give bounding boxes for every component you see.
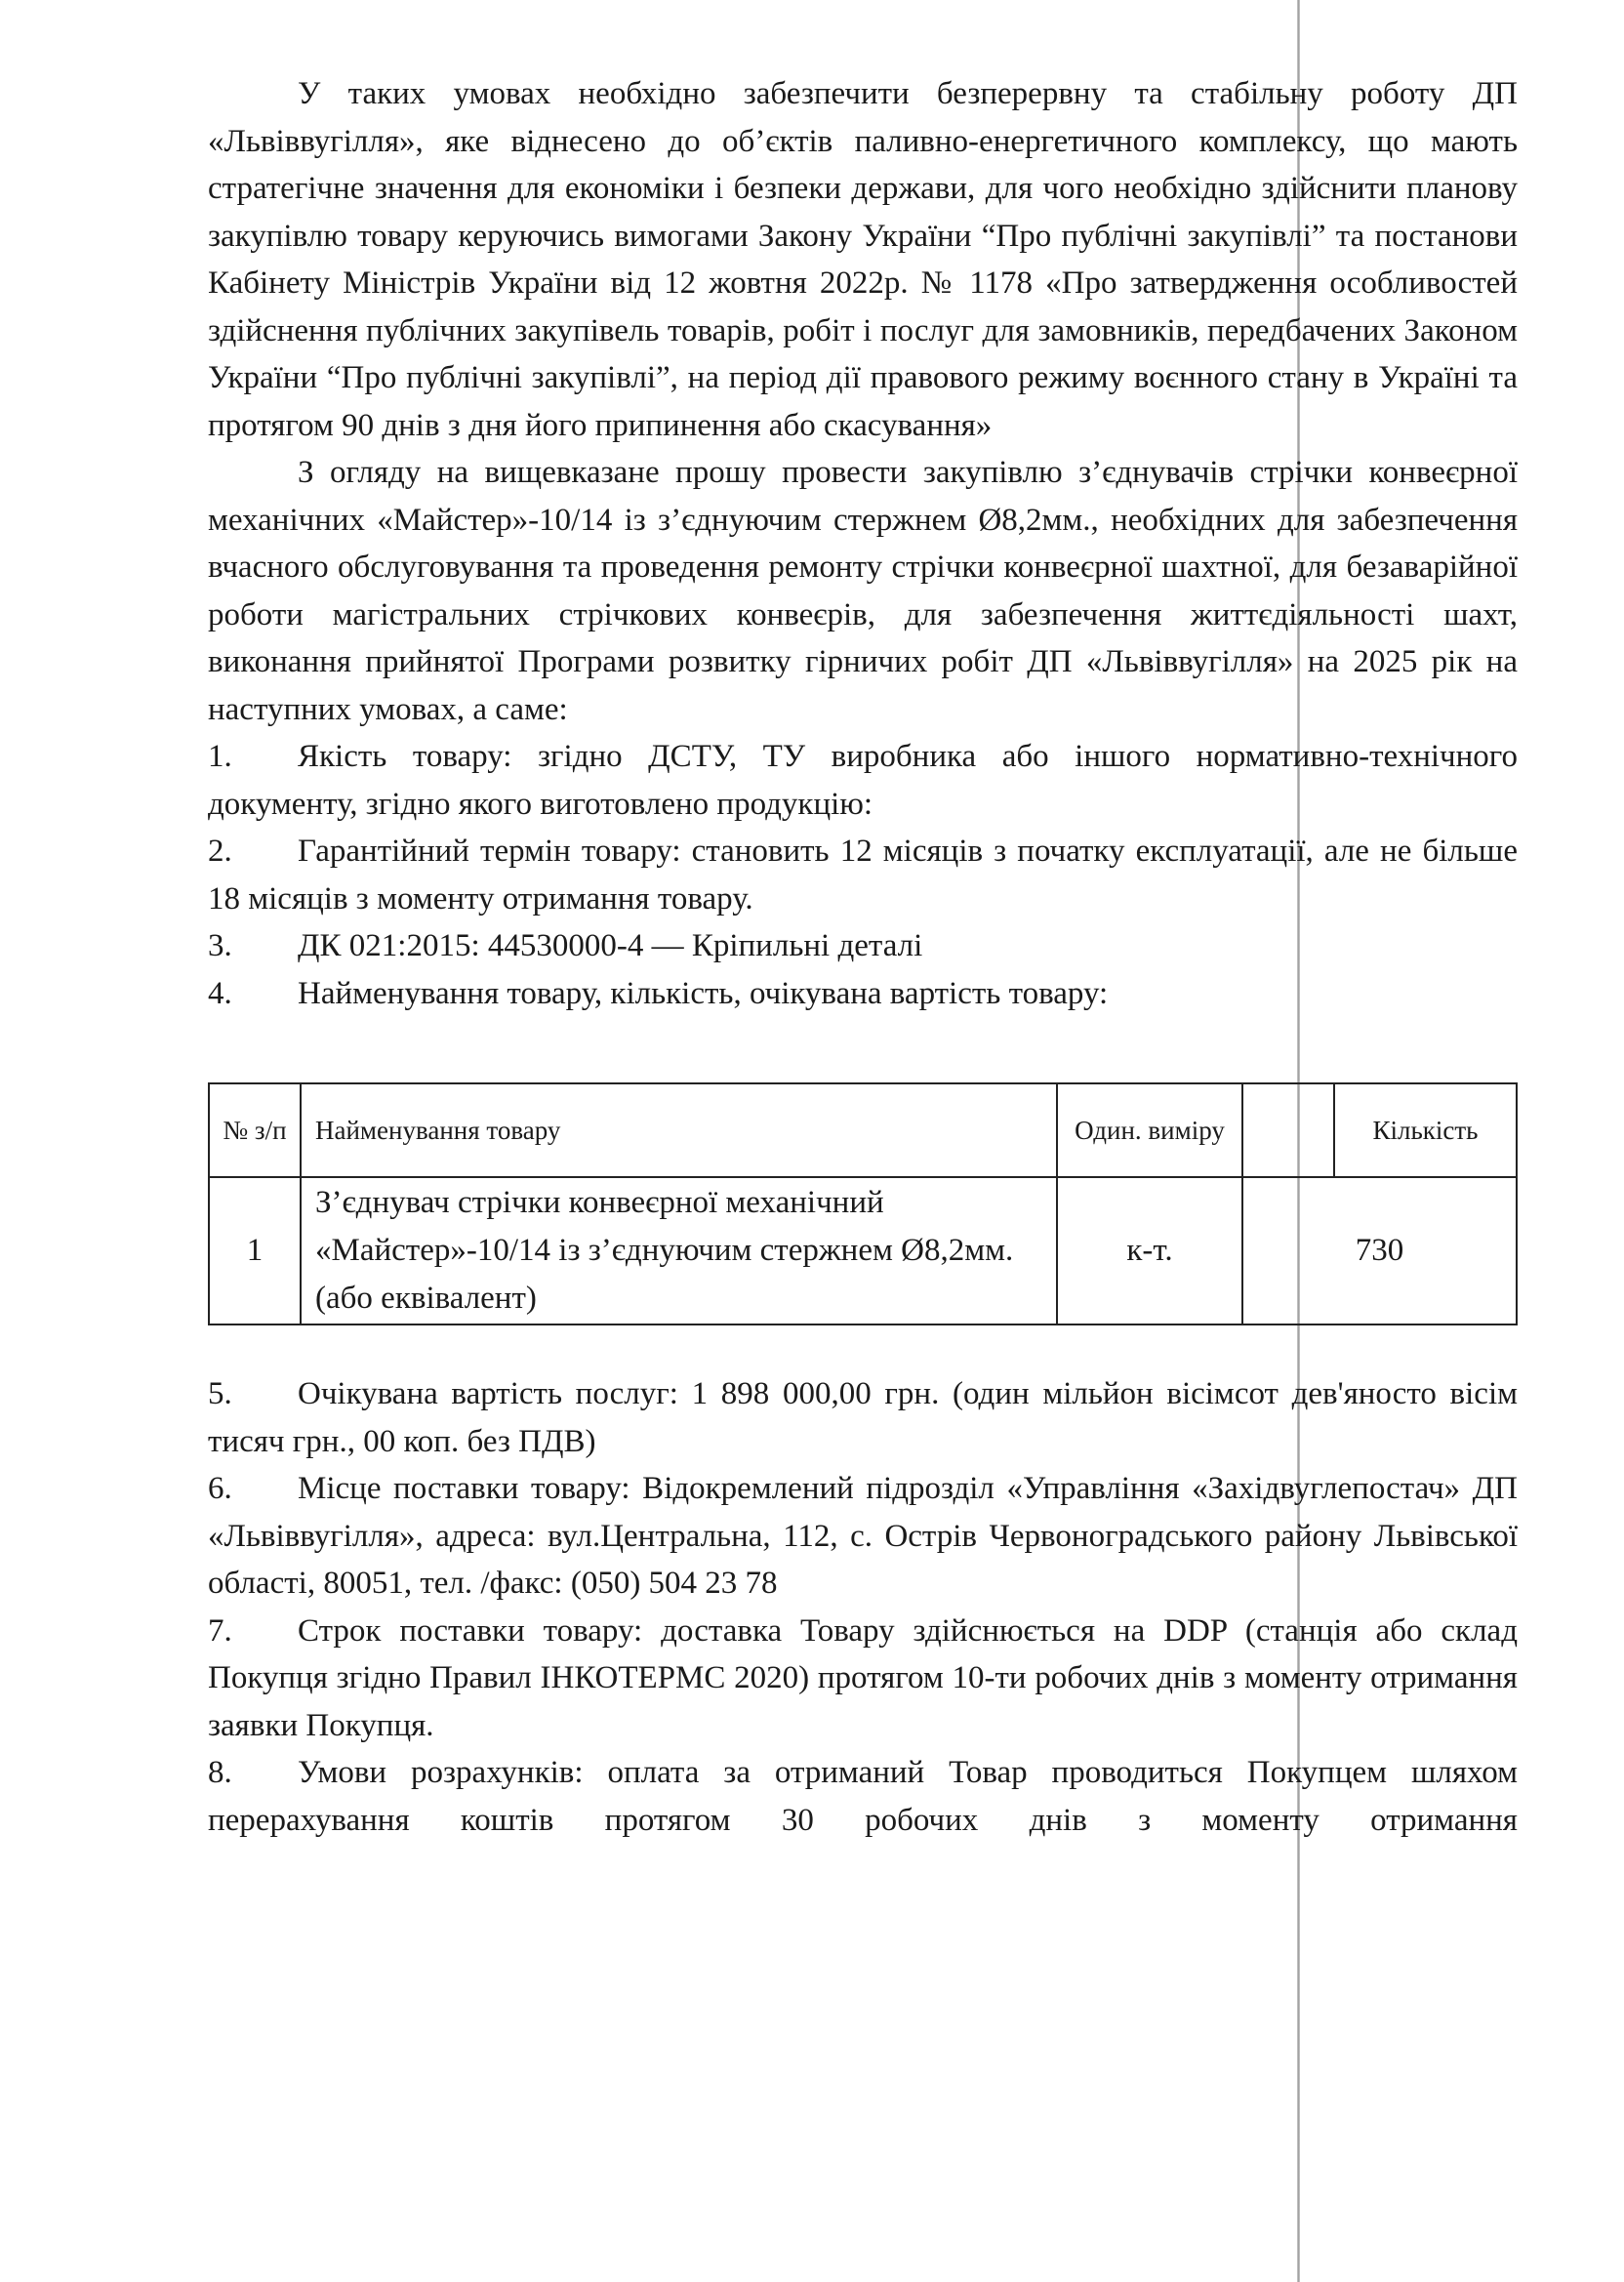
item-number: 6. xyxy=(208,1471,232,1506)
header-number: № з/п xyxy=(209,1083,301,1177)
header-quantity: Кількість xyxy=(1334,1083,1517,1177)
item-text: Гарантійний термін товару: становить 12 місяців з початку експлуатації, але не більше 18 місяців з моменту отримання товару. xyxy=(208,834,1518,917)
condition-item-6 xyxy=(208,1465,1518,1608)
table-header-row xyxy=(209,1083,1517,1177)
condition-item-2 xyxy=(208,828,1518,922)
intro-paragraph-1: У таких умовах необхідно забезпечити безперервну та стабільну роботу ДП «Львіввугілля», яке віднесено до об’єктів паливно-енергетичного комплексу, що мають стратегічне значення для економіки і безпеки держави, для чого необхідно здійснити планову закупівлю товару керуючись вимогами Закону України “Про публічні закупівлі” та постанови Кабінету Міністрів України від 12 жовтня 2022р. № 1178 «Про затвердження особливостей здійснення публічних закупівель товарів, робіт і послуг для замовників, передбачених Законом України “Про публічні закупівлі”, на період дії правового режиму воєнного стану в Україні та протягом 90 днів з дня його припинення або скасування» xyxy=(208,76,1518,443)
item-text: Найменування товару, кількість, очікувана вартість товару: xyxy=(298,975,1109,1011)
item-number: 4. xyxy=(208,975,232,1011)
condition-item-5 xyxy=(208,1370,1518,1465)
goods-table-wrapper xyxy=(208,1082,1518,1325)
item-text: Якість товару: згідно ДСТУ, ТУ виробника або іншого нормативно-технічного документу, згідно якого виготовлено продукцію: xyxy=(208,739,1518,822)
header-name: Найменування товару xyxy=(301,1083,1057,1177)
item-text: Умови розрахунків: оплата за отриманий Товар проводиться Покупцем шляхом перерахування коштів протягом 30 робочих днів з моменту отримання xyxy=(208,1755,1518,1838)
row-quantity: 730 xyxy=(1242,1177,1517,1324)
header-empty xyxy=(1242,1083,1334,1177)
item-number: 1. xyxy=(208,739,232,774)
intro-paragraph-2: З огляду на вищевказане прошу провести закупівлю з’єднувачів стрічки конвеєрної механічних «Майстер»-10/14 із з’єднуючим стержнем Ø8,2мм., необхідних для забезпечення вчасного обслуговування та проведення ремонту стрічки конвеєрної шахтної, для безаварійної роботи магістральних стрічкових конвеєрів, для забезпечення життєдіяльності шахт, виконання прийнятої Програми розвитку гірничих робіт ДП «Львіввугілля» на 2025 рік на наступних умовах, а саме: xyxy=(208,455,1518,727)
condition-item-7 xyxy=(208,1608,1518,1750)
item-text: ДК 021:2015: 44530000-4 — Кріпильні деталі xyxy=(298,928,923,963)
condition-item-3 xyxy=(208,922,1518,970)
row-name: З’єднувач стрічки конвеєрної механічний «Майстер»-10/14 із з’єднуючим стержнем Ø8,2мм. (або еквівалент) xyxy=(301,1177,1057,1324)
condition-item-1 xyxy=(208,733,1518,828)
item-number: 2. xyxy=(208,834,232,869)
item-text: Місце поставки товару: Відокремлений підрозділ «Управління «Західвуглепостач» ДП «Львіввугілля», адреса: вул.Центральна, 112, с. Острів Червоноградського району Львівської області, 80051, тел. /факс: (050) 504 23 78 xyxy=(208,1471,1518,1601)
item-number: 7. xyxy=(208,1612,232,1649)
condition-item-8 xyxy=(208,1749,1518,1844)
condition-item-4 xyxy=(208,970,1518,1018)
header-unit: Один. виміру xyxy=(1057,1083,1242,1177)
item-number: 8. xyxy=(208,1755,232,1790)
document-page xyxy=(208,70,1518,1844)
row-unit: к-т. xyxy=(1057,1177,1242,1324)
item-text: Очікувана вартість послуг: 1 898 000,00 грн. (один мільйон вісімсот дев'яносто вісім тисяч грн., 00 коп. без ПДВ) xyxy=(208,1376,1518,1459)
goods-table xyxy=(208,1082,1518,1325)
item-number: 3. xyxy=(208,928,232,963)
item-number: 5. xyxy=(208,1376,232,1411)
table-row xyxy=(209,1177,1517,1324)
item-text: Строк поставки товару: доставка Товару здійснюється на DDP (станція або склад Покупця згідно Правил ІНКОТЕРМС 2020) протягом 10-ти робочих днів з моменту отримання заявки Покупця. xyxy=(208,1612,1518,1743)
row-number: 1 xyxy=(209,1177,301,1324)
